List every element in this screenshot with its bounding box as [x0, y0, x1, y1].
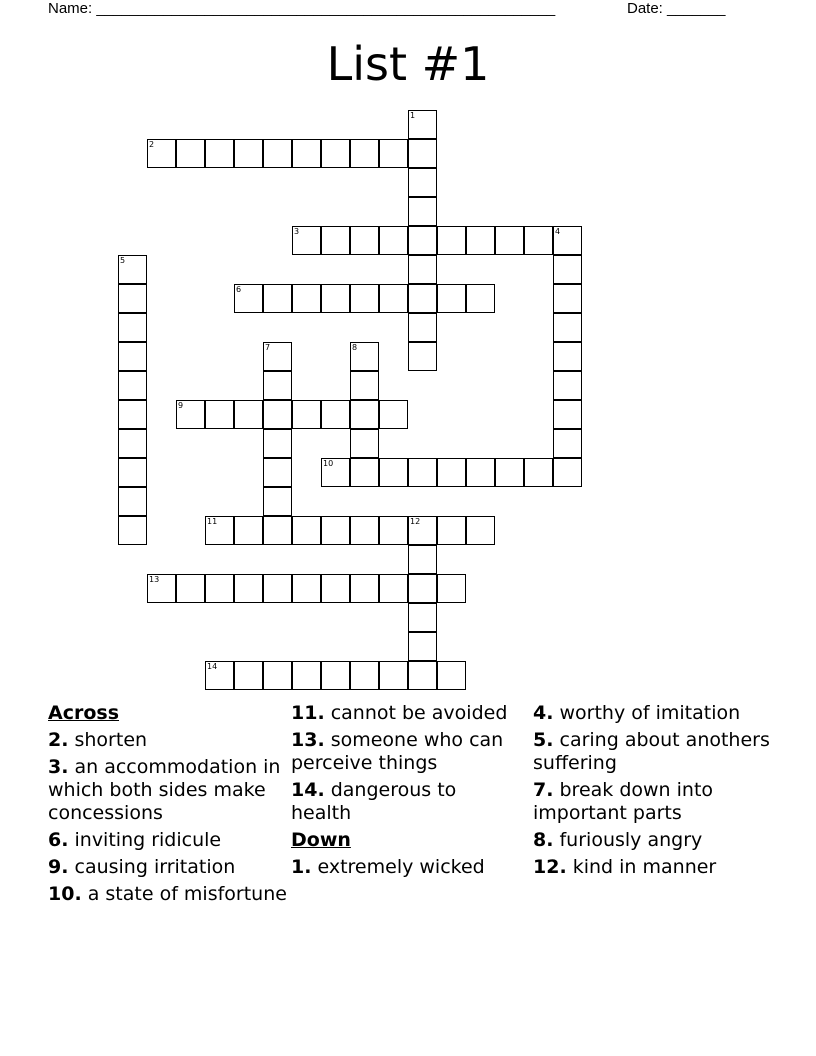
grid-cell[interactable] — [205, 400, 234, 429]
grid-cell[interactable] — [263, 371, 292, 400]
clue-number: 5. — [533, 729, 554, 751]
grid-cell[interactable] — [408, 284, 437, 313]
grid-cell[interactable] — [205, 139, 234, 168]
grid-cell[interactable] — [466, 226, 495, 255]
grid-cell[interactable] — [118, 487, 147, 516]
clue-number: 8. — [533, 829, 554, 851]
clues-column-1 — [48, 702, 288, 910]
grid-cell[interactable] — [437, 226, 466, 255]
grid-cell[interactable] — [379, 458, 408, 487]
grid-cell[interactable] — [379, 284, 408, 313]
grid-cell[interactable] — [350, 458, 379, 487]
grid-cell[interactable] — [408, 197, 437, 226]
clue-number-label: 7 — [265, 343, 271, 352]
grid-cell[interactable] — [118, 400, 147, 429]
date-line: Date: _______ — [627, 0, 726, 17]
clue-number-label: 5 — [120, 256, 126, 265]
clue-number-label: 10 — [323, 459, 334, 468]
grid-cell[interactable] — [350, 429, 379, 458]
grid-cell[interactable] — [234, 516, 263, 545]
grid-cell[interactable] — [553, 342, 582, 371]
grid-cell[interactable] — [118, 342, 147, 371]
grid-cell[interactable] — [234, 574, 263, 603]
grid-cell[interactable] — [437, 284, 466, 313]
grid-cell[interactable] — [495, 458, 524, 487]
clue-number-label: 9 — [178, 401, 184, 410]
clue-number: 4. — [533, 702, 554, 724]
grid-cell[interactable] — [379, 226, 408, 255]
grid-cell[interactable] — [321, 661, 350, 690]
grid-cell[interactable] — [379, 574, 408, 603]
clue-text: caring about anothers suffering — [533, 729, 770, 774]
grid-cell[interactable] — [350, 139, 379, 168]
grid-cell[interactable] — [263, 458, 292, 487]
clue-text: a state of misfortune — [81, 883, 287, 905]
clue-across-9 — [48, 856, 288, 879]
grid-cell[interactable] — [321, 400, 350, 429]
grid-cell[interactable] — [408, 226, 437, 255]
grid-cell[interactable] — [263, 516, 292, 545]
clue-text: kind in manner — [566, 856, 717, 878]
clue-number: 1. — [291, 856, 312, 878]
grid-cell[interactable] — [408, 313, 437, 342]
grid-cell[interactable] — [553, 400, 582, 429]
grid-cell[interactable] — [118, 516, 147, 545]
grid-cell[interactable] — [321, 574, 350, 603]
grid-cell[interactable] — [408, 139, 437, 168]
clues-column-2 — [291, 702, 521, 883]
clue-number-label: 11 — [207, 517, 218, 526]
grid-cell[interactable] — [553, 255, 582, 284]
grid-cell[interactable] — [350, 400, 379, 429]
clue-number: 9. — [48, 856, 69, 878]
clue-number: 10. — [48, 883, 82, 905]
page-title: List #1 — [326, 37, 490, 91]
grid-cell[interactable] — [263, 284, 292, 313]
clue-across-2 — [48, 729, 288, 752]
grid-cell[interactable] — [118, 458, 147, 487]
clue-text: break down into important parts — [533, 779, 714, 824]
grid-cell[interactable] — [408, 632, 437, 661]
clue-across-13 — [291, 729, 521, 775]
clue-number-label: 4 — [555, 227, 561, 236]
grid-cell[interactable] — [408, 603, 437, 632]
clue-down-7 — [533, 779, 773, 825]
down-heading: Down — [291, 829, 351, 851]
grid-cell[interactable] — [466, 516, 495, 545]
clue-text: furiously angry — [553, 829, 703, 851]
clue-number: 13. — [291, 729, 325, 751]
grid-cell[interactable] — [408, 255, 437, 284]
clue-text: an accommodation in which both sides make concessions — [48, 756, 281, 824]
grid-cell[interactable] — [350, 516, 379, 545]
grid-cell[interactable] — [408, 545, 437, 574]
grid-cell[interactable] — [408, 342, 437, 371]
grid-cell[interactable] — [350, 226, 379, 255]
grid-cell[interactable] — [524, 458, 553, 487]
grid-cell[interactable] — [466, 284, 495, 313]
grid-cell[interactable] — [118, 429, 147, 458]
grid-cell[interactable] — [437, 458, 466, 487]
clue-text: dangerous to health — [291, 779, 457, 824]
grid-cell[interactable] — [118, 371, 147, 400]
grid-cell[interactable] — [408, 168, 437, 197]
clue-number-label: 13 — [149, 575, 160, 584]
grid-cell[interactable] — [263, 400, 292, 429]
clue-across-10 — [48, 883, 288, 906]
clue-number: 11. — [291, 702, 325, 724]
grid-cell[interactable] — [553, 458, 582, 487]
clue-down-8 — [533, 829, 773, 852]
grid-cell[interactable] — [118, 313, 147, 342]
name-line: Name: _______________________________________________________ — [48, 0, 556, 17]
grid-cell[interactable] — [118, 284, 147, 313]
across-heading: Across — [48, 702, 120, 724]
clue-text: shorten — [68, 729, 148, 751]
grid-cell[interactable] — [234, 661, 263, 690]
clue-across-3 — [48, 756, 288, 825]
clue-text: worthy of imitation — [553, 702, 741, 724]
grid-cell[interactable] — [321, 139, 350, 168]
clue-text: inviting ridicule — [68, 829, 222, 851]
grid-cell[interactable] — [292, 139, 321, 168]
clue-text: causing irritation — [68, 856, 236, 878]
grid-cell[interactable] — [292, 284, 321, 313]
clue-text: someone who can perceive things — [291, 729, 504, 774]
clue-across-6 — [48, 829, 288, 852]
grid-cell[interactable] — [350, 284, 379, 313]
clue-number: 14. — [291, 779, 325, 801]
grid-cell[interactable] — [495, 226, 524, 255]
grid-cell[interactable] — [263, 661, 292, 690]
grid-cell[interactable] — [553, 371, 582, 400]
clue-down-4 — [533, 702, 773, 725]
grid-cell[interactable] — [321, 226, 350, 255]
clue-number-label: 8 — [352, 343, 358, 352]
clue-number: 3. — [48, 756, 69, 778]
clue-number-label: 3 — [294, 227, 300, 236]
clue-number: 2. — [48, 729, 69, 751]
grid-cell[interactable] — [263, 139, 292, 168]
grid-cell[interactable] — [350, 574, 379, 603]
grid-cell[interactable] — [292, 400, 321, 429]
clue-down-12 — [533, 856, 773, 879]
grid-cell[interactable] — [321, 516, 350, 545]
grid-cell[interactable] — [437, 661, 466, 690]
grid-cell[interactable] — [379, 661, 408, 690]
grid-cell[interactable] — [176, 574, 205, 603]
grid-cell[interactable] — [263, 429, 292, 458]
clue-number-label: 12 — [410, 517, 421, 526]
clue-number-label: 6 — [236, 285, 242, 294]
clue-text: extremely wicked — [311, 856, 485, 878]
clue-number-label: 1 — [410, 111, 416, 120]
grid-cell[interactable] — [437, 574, 466, 603]
clue-number: 7. — [533, 779, 554, 801]
clue-text: cannot be avoided — [324, 702, 508, 724]
grid-cell[interactable] — [379, 139, 408, 168]
grid-cell[interactable] — [234, 400, 263, 429]
grid-cell[interactable] — [379, 400, 408, 429]
grid-cell[interactable] — [437, 516, 466, 545]
grid-cell[interactable] — [553, 429, 582, 458]
grid-cell[interactable] — [408, 574, 437, 603]
grid-cell[interactable] — [350, 371, 379, 400]
clue-across-14 — [291, 779, 521, 825]
clue-number: 12. — [533, 856, 567, 878]
grid-cell[interactable] — [553, 284, 582, 313]
clue-across-11 — [291, 702, 521, 725]
clue-number-label: 2 — [149, 140, 155, 149]
clue-down-1 — [291, 856, 521, 879]
grid-cell[interactable] — [408, 661, 437, 690]
grid-cell[interactable] — [292, 661, 321, 690]
clue-number-label: 14 — [207, 662, 218, 671]
grid-cell[interactable] — [234, 139, 263, 168]
clue-down-5 — [533, 729, 773, 775]
grid-cell[interactable] — [466, 458, 495, 487]
clues-column-3 — [533, 702, 773, 883]
grid-cell[interactable] — [350, 661, 379, 690]
grid-cell[interactable] — [176, 139, 205, 168]
grid-cell[interactable] — [553, 313, 582, 342]
grid-cell[interactable] — [263, 487, 292, 516]
grid-cell[interactable] — [321, 284, 350, 313]
grid-cell[interactable] — [379, 516, 408, 545]
grid-cell[interactable] — [292, 516, 321, 545]
clue-number: 6. — [48, 829, 69, 851]
grid-cell[interactable] — [263, 574, 292, 603]
grid-cell[interactable] — [524, 226, 553, 255]
grid-cell[interactable] — [205, 574, 234, 603]
grid-cell[interactable] — [292, 574, 321, 603]
grid-cell[interactable] — [408, 458, 437, 487]
